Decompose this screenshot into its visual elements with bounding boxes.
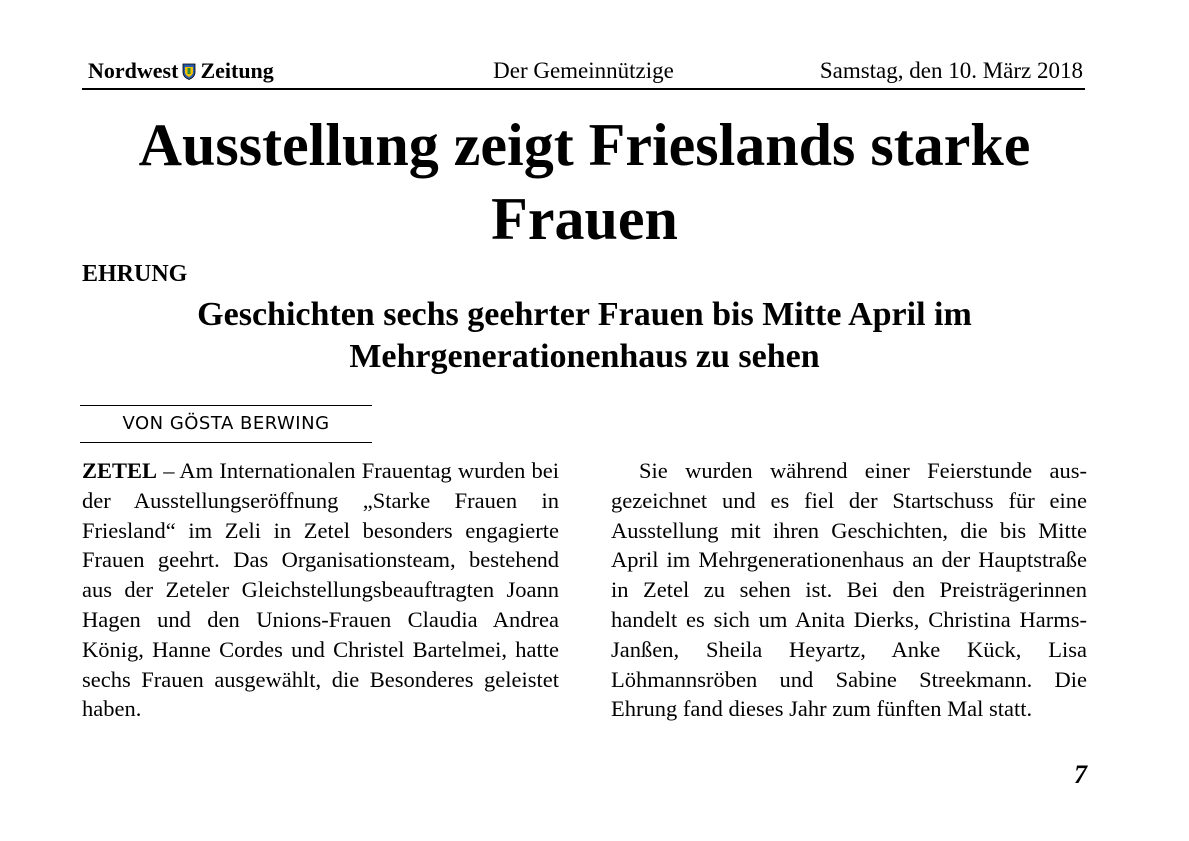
newspaper-name-part-1: Nordwest <box>88 58 179 83</box>
section-name: Der Gemeinnützige <box>493 58 674 83</box>
issue-date: Samstag, den 10. März 2018 <box>819 58 1083 83</box>
page-number: 7 <box>1074 760 1087 789</box>
masthead <box>82 56 1085 90</box>
column-right-text: Sie wurden während einer Feierstunde ausgezeichnet und es fiel der Startschuss für eine Ausstellung mit ihren Geschichten, die bis Mitte April im Mehrgenerationenhaus an der Hauptstraße in Zetel zu sehen ist. Bei den Preisträgerinnen handelt es sich um Anita Dierks, Christina Harms-Janßen, Sheila Heyartz, Anke Kück, Lisa Löhmannsröben und Sabine Streekmann. Die Ehrung fand dieses Jahr zum fünften Mal statt. <box>611 458 1087 722</box>
article-column-left <box>82 456 559 724</box>
headline: Ausstellung zeigt Frieslands starke Frauen <box>138 112 1031 252</box>
dateline: ZETEL <box>82 458 158 483</box>
column-left-text: – Am Internationalen Frauentag wurden bei der Ausstellungseröffnung „Starke Frauen in Friesland“ im Zeli in Zetel besonders engagierte Frauen geehrt. Das Organisationsteam, bestehend aus der Zeteler Gleichstellungsbeauftragten Joann Hagen und den Unions-Frauen Claudia Andrea König, Hanne Cordes und Christel Bartelmei, hatte sechs Frauen ausgewählt, die Besonderes geleistet haben. <box>82 458 559 722</box>
subheadline: Geschichten sechs geehrter Frauen bis Mitte April im Mehrgenerationenhaus zu sehen <box>197 296 972 375</box>
newspaper-name-part-2: Zeitung <box>200 58 274 83</box>
byline: VON GÖSTA BERWING <box>80 405 372 443</box>
article-column-right <box>611 456 1087 724</box>
kicker: EHRUNG <box>82 261 188 287</box>
